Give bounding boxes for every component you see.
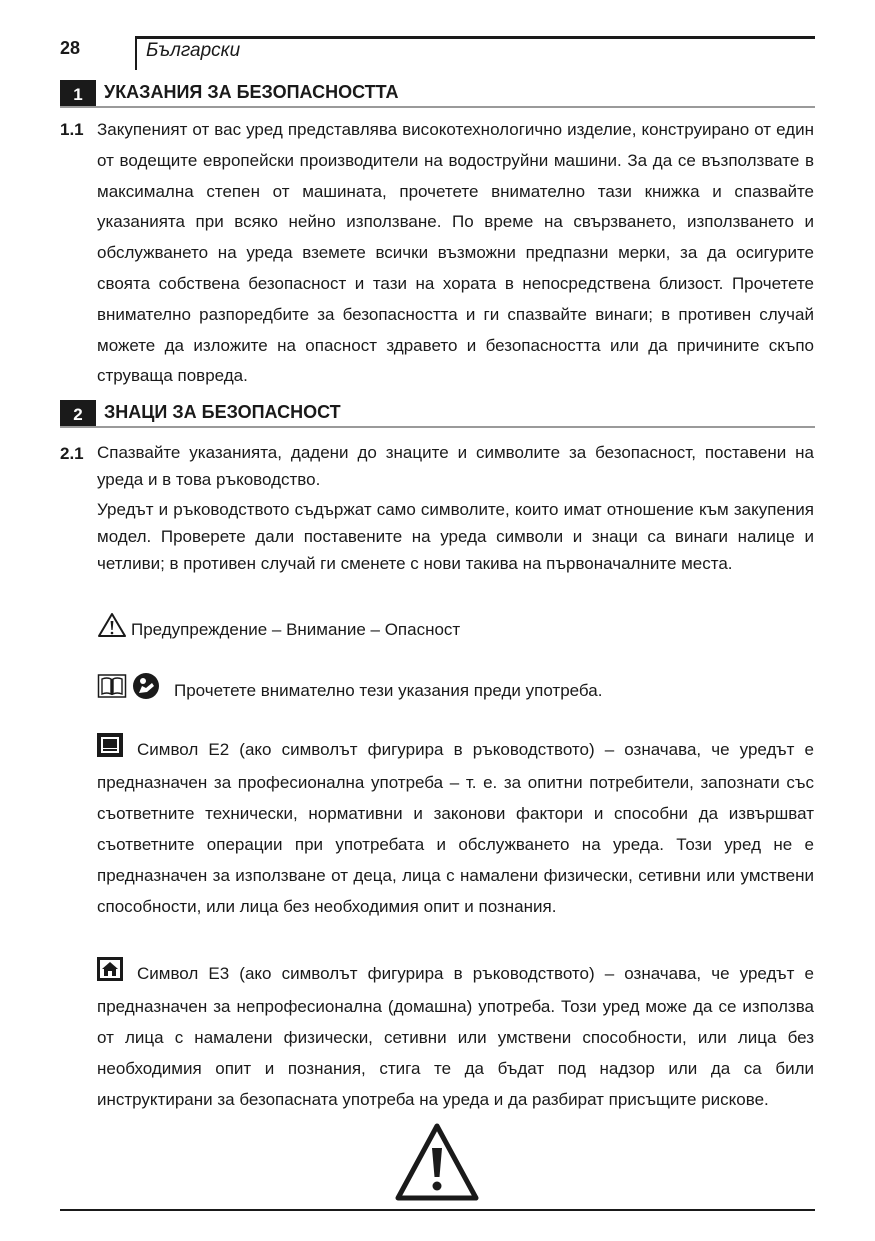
read-manual-text: Прочетете внимателно тези указания преди употреба. [174, 681, 603, 700]
language-label: Български [146, 40, 241, 61]
header-rule [135, 36, 815, 39]
page-number: 28 [60, 38, 81, 58]
section-2-title: ЗНАЦИ ЗА БЕЗОПАСНОСТ [104, 402, 341, 422]
paragraph-2-1-number: 2.1 [60, 444, 84, 463]
symbol-e2-text: Символ E2 (ако символът фигурира в ръководството) – означава, че уредът е предназначен за професионална употреба – т. е. за опитни потребители, запознати със съответните технически, нормативни и законови фактори и способни да извършват съответните операции при употребата и обслужването на уреда. Този уред не е предназначен за използване от деца, лица с намалени физически, сетивни или умствени способности, или лица без необходимия опит и познания. [97, 740, 814, 916]
section-1-number: 1 [60, 80, 96, 106]
section-2-number: 2 [60, 400, 96, 426]
warning-line [97, 612, 460, 648]
symbol-e2-paragraph [97, 733, 814, 922]
domestic-use-icon [97, 957, 123, 991]
paragraph-1-1-number: 1.1 [60, 120, 84, 139]
professional-use-icon [97, 733, 123, 767]
warning-line-text: Предупреждение – Внимание – Опасност [131, 620, 461, 639]
read-manual-line [97, 672, 602, 710]
header-divider [135, 36, 137, 70]
section-1-heading [60, 80, 815, 108]
section-1-title: УКАЗАНИЯ ЗА БЕЗОПАСНОСТТА [104, 82, 399, 102]
warning-triangle-icon [97, 612, 127, 648]
warning-triangle-icon [394, 1122, 480, 1207]
read-manual-icon [132, 672, 160, 710]
paragraph-1-1: Закупеният от вас уред представлява високотехнологично изделие, конструирано от един от водещите европейски производители на водоструйни машини. За да се възползвате в максимална степен от машината, прочетете внимателно тази книжка и спазвайте указанията при всяко нейно използване. По време на свързването, използването и обслужването на уреда вземете всички възможни предпазни мерки, за да осигурите своята собствена безопасност и тази на хората в непосредствена близост. Прочетете внимателно разпоредбите за безопасността и ги спазвайте винаги; в противен случай можете да изложите на опасност здравето и безопасността или да причините скъпо струваща повреда. [97, 120, 814, 386]
footer-rule [60, 1209, 815, 1211]
paragraph-2-1b: Уредът и ръководството съдържат само символите, които имат отношение към закупения модел. Проверете дали поставените на уреда символи и знаци са винаги налице и четливи; в противен случай ги сменете с нови такива на първоначалните места. [97, 500, 814, 573]
open-book-icon [97, 673, 127, 709]
section-2-heading [60, 400, 815, 428]
symbol-e3-text: Символ E3 (ако символът фигурира в ръководството) – означава, че уредът е предназначен за непрофесионална (домашна) употреба. Този уред може да се използва от лица с намалени физически, сетивни или умствени способности, или лица без необходимия опит и познания, стига те да бъдат под надзор или да са били инструктирани за безопасната употреба на уреда и да разбират присъщите рискове. [97, 964, 814, 1109]
symbol-e3-paragraph [97, 957, 814, 1115]
paragraph-2-1a: Спазвайте указанията, дадени до знаците и символите за безопасност, поставени на уреда и в това ръководство. [97, 443, 814, 489]
